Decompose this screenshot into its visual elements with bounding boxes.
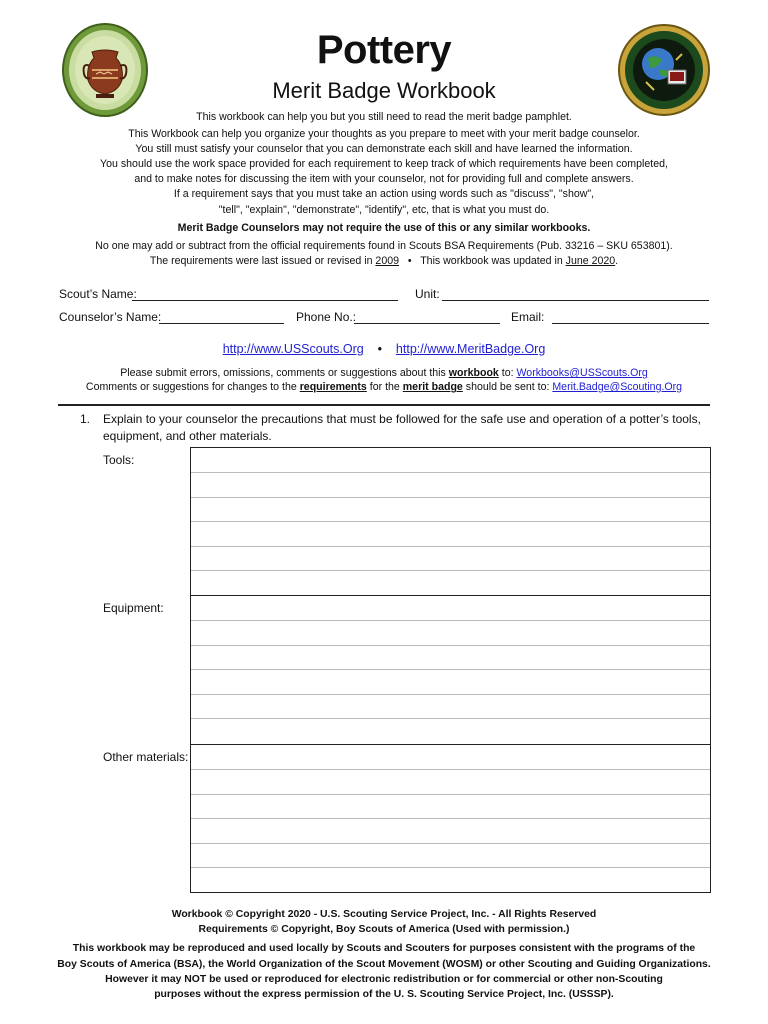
tools-answer-box[interactable]: [190, 447, 711, 596]
ruled-line: [191, 570, 710, 571]
submit-line1-mid: to:: [501, 367, 514, 379]
revision-info: [0, 254, 768, 269]
submit-line1-prefix: Please submit errors, omissions, comments or suggestions about this: [120, 367, 446, 379]
ruled-line: [191, 546, 710, 547]
ruled-line: [191, 769, 710, 770]
page-title: Pottery: [316, 28, 452, 72]
scout-name-field[interactable]: [132, 300, 398, 301]
bullet-separator: •: [407, 255, 412, 267]
tools-label: Tools:: [103, 453, 135, 467]
submit-errors-line: [0, 366, 768, 381]
ruled-line: [191, 718, 710, 719]
footer-usage-line-1: This workbook may be reproduced and used locally by Scouts and Scouters for purposes consistent with the programs of the: [72, 943, 696, 954]
updated-suffix: .: [615, 255, 619, 267]
ruled-line: [191, 818, 710, 819]
issued-prefix: The requirements were last issued or revised in: [149, 255, 373, 267]
ruled-line: [191, 843, 710, 844]
counselor-name-label: Counselor’s Name:: [59, 310, 162, 324]
intro-line-3: You still must satisfy your counselor that you can demonstrate each skill and have learned the information.: [135, 143, 633, 155]
ruled-line: [191, 694, 710, 695]
submit-line2-mid: for the: [369, 381, 400, 393]
ruled-line: [191, 620, 710, 621]
updated-prefix: This workbook was updated in: [420, 255, 563, 267]
ruled-line: [191, 521, 710, 522]
other-materials-label: Other materials:: [103, 750, 189, 764]
section-divider: [58, 404, 710, 406]
meritbadge-link[interactable]: http://www.MeritBadge.Org: [395, 342, 546, 356]
phone-field[interactable]: [354, 323, 500, 324]
equipment-answer-box[interactable]: [190, 595, 711, 745]
workbooks-email-link[interactable]: Workbooks@USScouts.Org: [516, 367, 648, 379]
issued-year: 2009: [375, 255, 399, 267]
equipment-label: Equipment:: [103, 601, 164, 615]
ruled-line: [191, 497, 710, 498]
updated-date: June 2020: [565, 255, 616, 267]
unit-label: Unit:: [415, 287, 440, 301]
ruled-line: [191, 472, 710, 473]
usscouts-link[interactable]: http://www.USScouts.Org: [222, 342, 364, 356]
intro-line-6: If a requirement says that you must take an action using words such as "discuss", "show",: [173, 188, 595, 200]
merit-badge-email-link[interactable]: Merit.Badge@Scouting.Org: [552, 381, 683, 393]
footer-usage-line-2: Boy Scouts of America (BSA), the World Organization of the Scout Movement (WOSM) or other Scouting and Guiding Organizations.: [57, 959, 711, 970]
ruled-line: [191, 669, 710, 670]
intro-line-5: and to make notes for discussing the item with your counselor, not for providing full and complete answers.: [134, 173, 634, 185]
intro-line-1: This workbook can help you but you still need to read the merit badge pamphlet.: [196, 111, 572, 123]
footer-copyright-workbook: Workbook © Copyright 2020 - U.S. Scouting Service Project, Inc. - All Rights Reserved: [171, 909, 597, 920]
footer-usage-line-4: purposes without the express permission of the U. S. Scouting Service Project, Inc. (USSSP).: [154, 989, 614, 1000]
counselor-name-field[interactable]: [159, 323, 284, 324]
submit-line1-bold: workbook: [448, 367, 499, 379]
ruled-line: [191, 794, 710, 795]
intro-line-7: "tell", "explain", "demonstrate", "identify", etc, that is what you must do.: [218, 204, 550, 216]
email-label: Email:: [511, 310, 545, 324]
requirement-number: 1.: [80, 412, 91, 426]
intro-line-4: You should use the work space provided for each requirement to keep track of which requirements have been completed,: [100, 158, 668, 170]
intro-line-2: This Workbook can help you organize your thoughts as you prepare to meet with your merit badge counselor.: [128, 128, 640, 140]
unit-field[interactable]: [442, 300, 709, 301]
submit-line2-mid2: should be sent to:: [465, 381, 550, 393]
submit-line2-prefix: Comments or suggestions for changes to the: [85, 381, 297, 393]
ruled-line: [191, 867, 710, 868]
ruled-line: [191, 645, 710, 646]
other-materials-answer-box[interactable]: [190, 744, 711, 893]
requirement-text-line-1: Explain to your counselor the precautions that must be followed for the safe use and operation of a potter’s tools,: [103, 412, 701, 426]
official-requirements-note: No one may add or subtract from the official requirements found in Scouts BSA Requirements (Pub. 33216 – SKU 653801).: [95, 240, 673, 252]
footer-copyright-requirements: Requirements © Copyright, Boy Scouts of America (Used with permission.): [198, 924, 570, 935]
submit-line2-bold2: merit badge: [402, 381, 463, 393]
page-subtitle: Merit Badge Workbook: [272, 78, 496, 103]
scout-name-label: Scout’s Name:: [59, 287, 137, 301]
footer-usage-line-3: However it may NOT be used or reproduced for electronic redistribution or for commercial or other non-Scouting: [105, 974, 663, 985]
submit-requirements-line: [0, 380, 768, 395]
email-field[interactable]: [552, 323, 709, 324]
counselor-notice: Merit Badge Counselors may not require the use of this or any similar workbooks.: [177, 222, 591, 234]
website-links: [0, 342, 768, 356]
submit-line2-bold1: requirements: [299, 381, 367, 393]
requirement-text-line-2: equipment, and other materials.: [103, 429, 272, 443]
link-separator: •: [377, 342, 383, 356]
phone-label: Phone No.:: [296, 310, 357, 324]
